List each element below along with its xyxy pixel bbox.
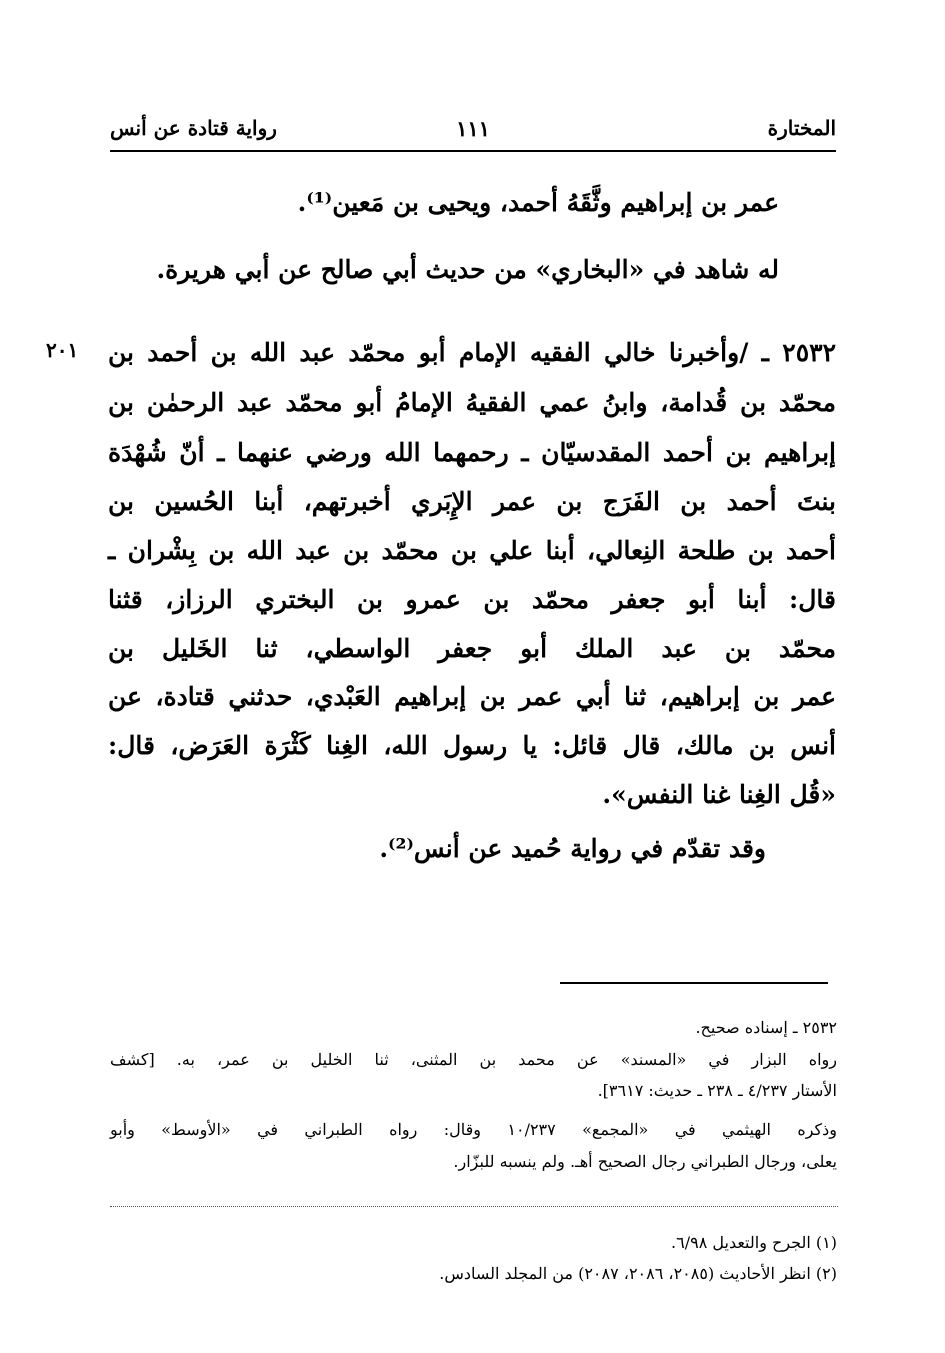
takhrij-line: يعلى، ورجال الطبراني رجال الصحيح أهـ. ولم ينسبه للبزّار. <box>453 1152 837 1171</box>
hadith-line: إبراهيم بن أحمد المقدسيّان ـ رحمهما الله ورضي عنهما ـ أنّ شُهْدَة <box>108 438 836 467</box>
intro-line: عمر بن إبراهيم وثَّقَهُ أحمد، ويحيى بن مَعين⁽¹⁾. <box>297 188 779 217</box>
takhrij-line: وذكره الهيثمي في «المجمع» ١٠/٢٣٧ وقال: رواه الطبراني في «الأوسط» وأبو <box>110 1120 838 1139</box>
header-rule <box>110 150 836 152</box>
footnote-item: (٢) انظر الأحاديث (٢٠٨٥، ٢٠٨٦، ٢٠٨٧) من المجلد السادس. <box>439 1264 837 1283</box>
hadith-line: محمّد بن عبد الملك أبو جعفر الواسطي، ثنا الخَليل بن <box>108 634 836 663</box>
takhrij-heading: ٢٥٣٢ ـ إسناده صحيح. <box>695 1018 837 1037</box>
hadith-line: أحمد بن طلحة النِعالي، أبنا علي بن محمّد بن عبد الله بن بِشْران ـ <box>108 536 836 565</box>
running-header <box>110 112 836 152</box>
footnote-separator <box>560 982 828 984</box>
book-title: المختارة <box>767 116 836 140</box>
hadith-line: «قُل الغِنا غنا النفس». <box>602 780 836 809</box>
hadith-line: ٢٥٣٢ ـ /وأخبرنا خالي الفقيه الإمام أبو محمّد عبد الله بن أحمد بن <box>108 338 836 367</box>
hadith-closing: وقد تقدّم في رواية حُميد عن أنس⁽²⁾. <box>379 834 766 863</box>
footnote-item: (١) الجرح والتعديل ٦/٩٨. <box>671 1233 837 1252</box>
takhrij-line: رواه البزار في «المسند» عن محمد بن المثنى، ثنا الخليل بن عمر، به. [كشف <box>110 1050 838 1069</box>
hadith-line: أنس بن مالك، قال قائل: يا رسول الله، الغِنا كَثْرَة العَرَض، قال: <box>108 731 836 760</box>
hadith-line: بنتَ أحمد بن الفَرَج بن عمر الإِبَري أخبرتهم، أبنا الحُسين بن <box>108 487 836 516</box>
section-title: رواية قتادة عن أنس <box>110 116 277 140</box>
hadith-line: قال: أبنا أبو جعفر محمّد بن عمرو بن البختري الرزاز، قثنا <box>108 585 836 614</box>
margin-page-number: ٢٠١ <box>46 338 79 362</box>
hadith-line: محمّد بن قُدامة، وابنُ عمي الفقيهُ الإمامُ أبو محمّد عبد الرحمٰن بن <box>108 388 836 417</box>
footnote-dotted-separator <box>110 1206 838 1207</box>
hadith-line: عمر بن إبراهيم، ثنا أبي عمر بن إبراهيم العَبْدي، حدثني قتادة، عن <box>108 682 836 711</box>
page-number: ١١١ <box>456 116 490 141</box>
takhrij-line: الأستار ٤/٢٣٧ ـ ٢٣٨ ـ حديث: ٣٦١٧]. <box>597 1081 837 1100</box>
intro-line: له شاهد في «البخاري» من حديث أبي صالح عن أبي هريرة. <box>156 255 779 284</box>
